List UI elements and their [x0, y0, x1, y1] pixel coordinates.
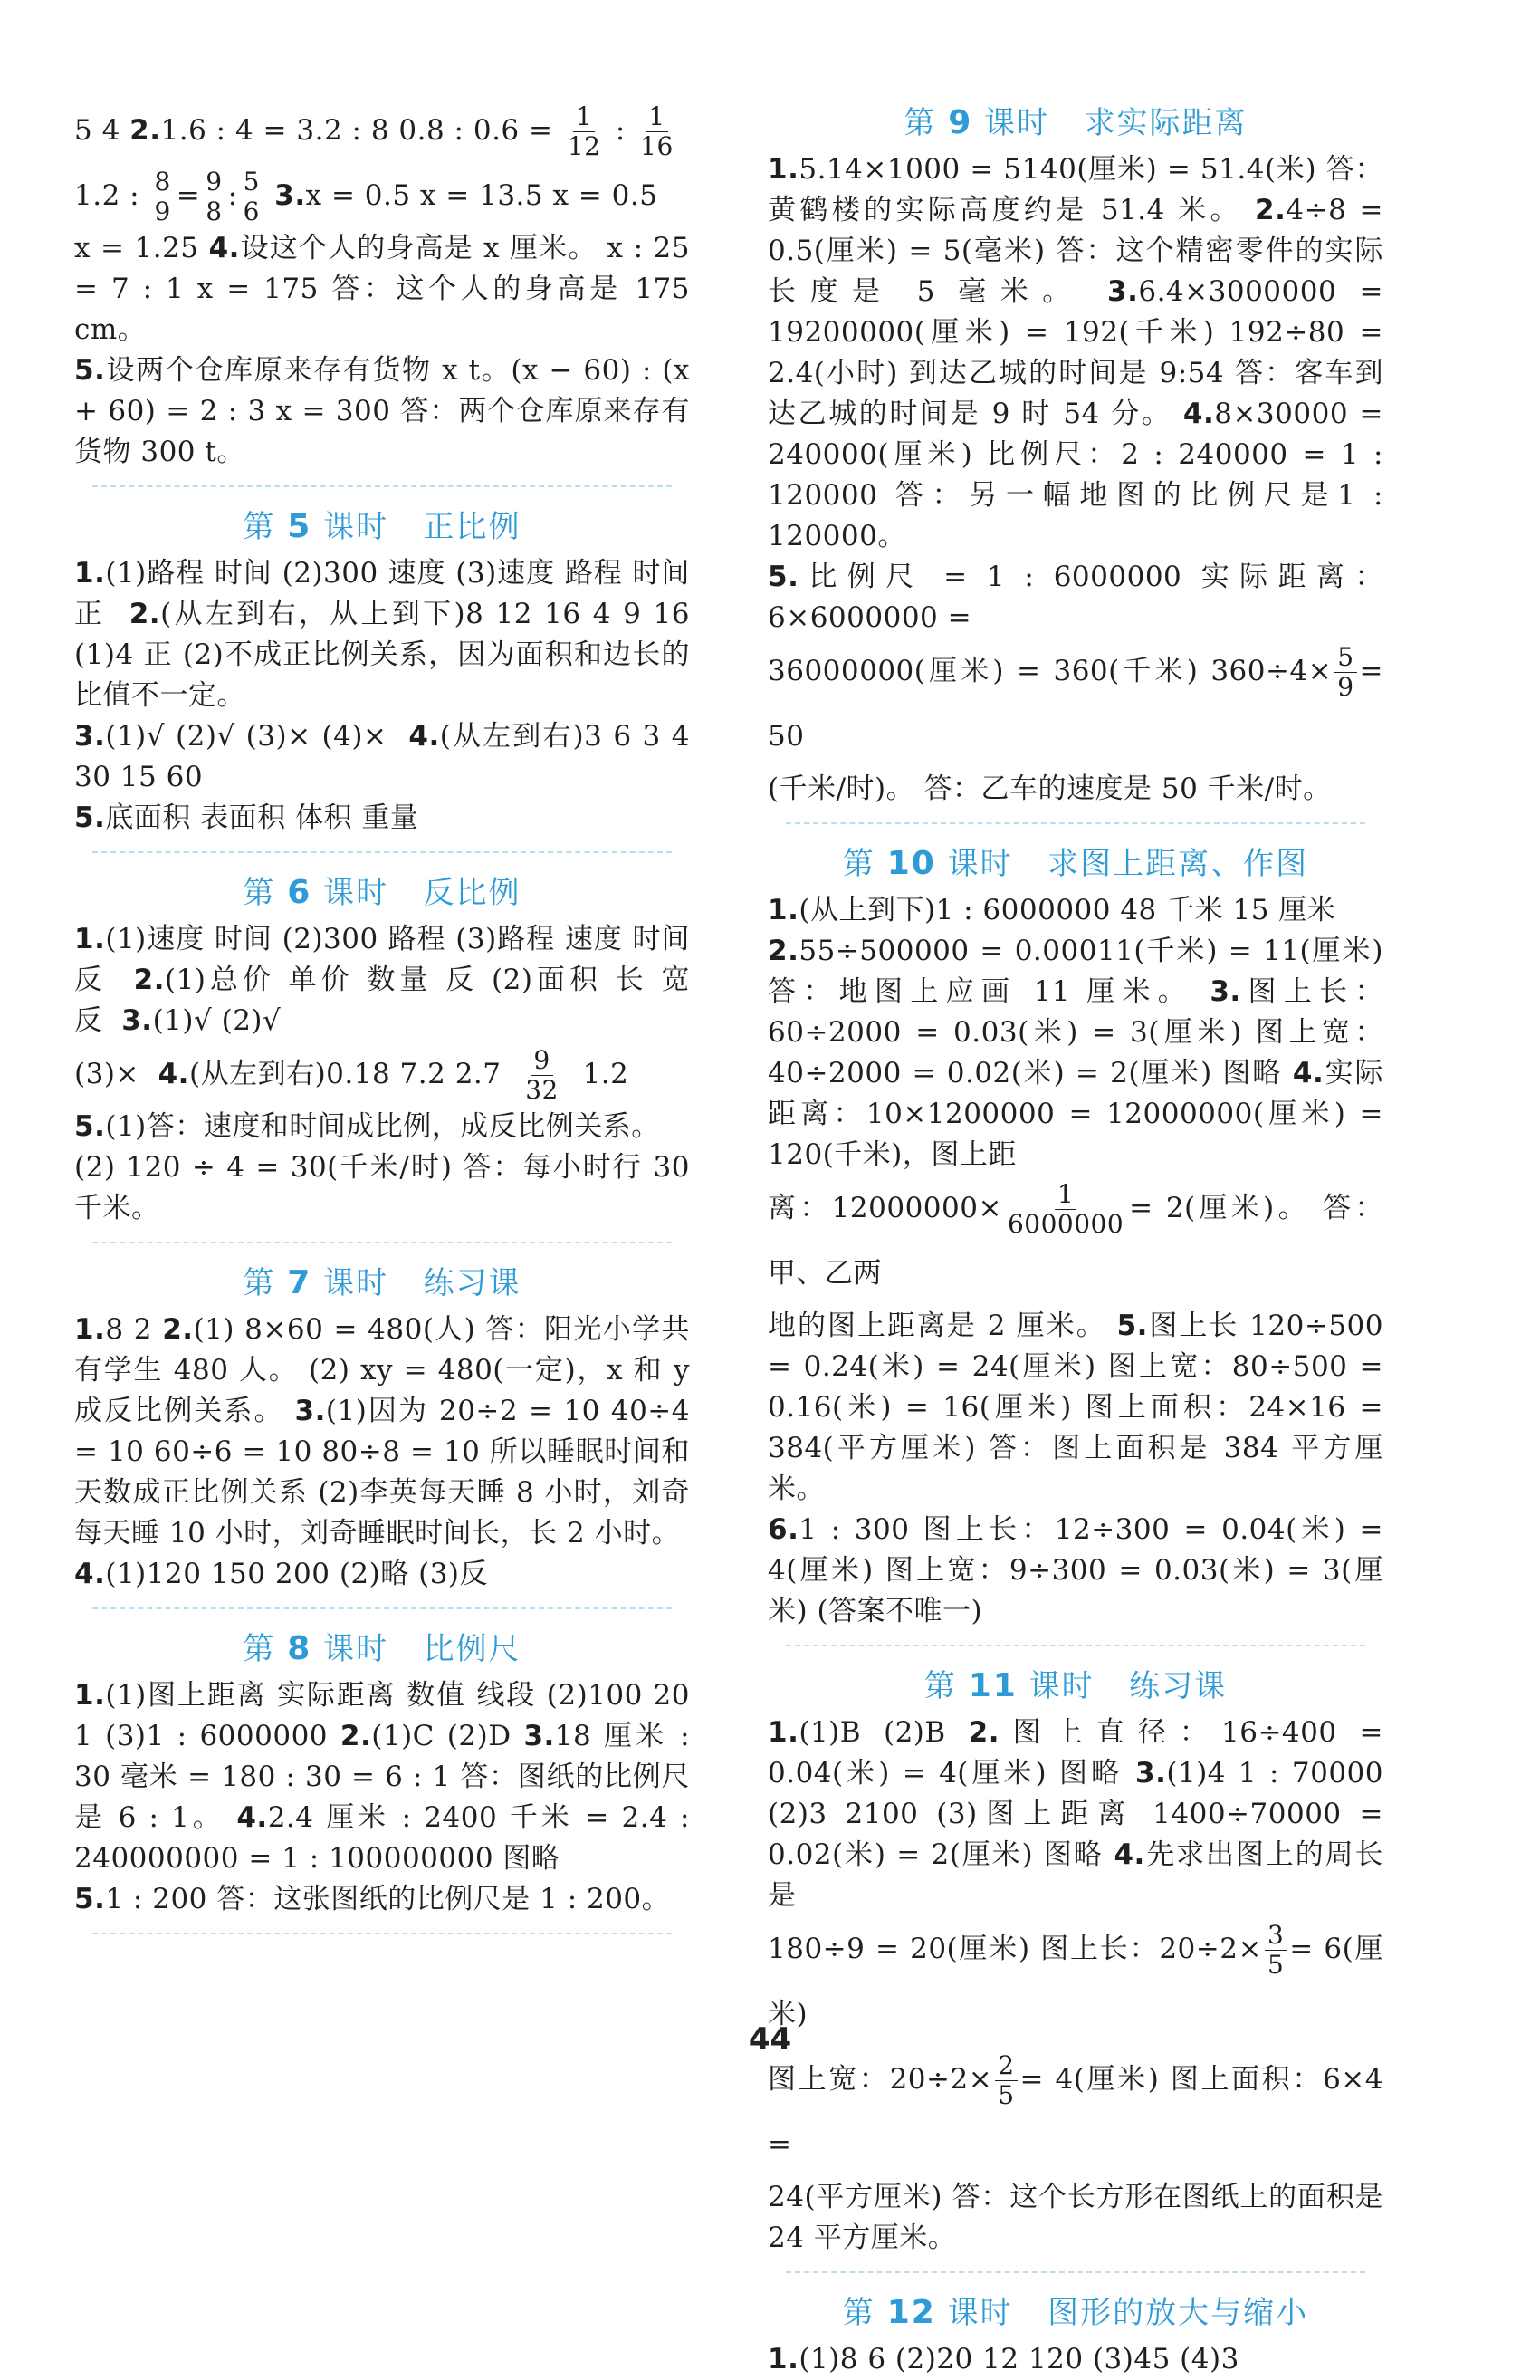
- answer-paragraph: 1.(从上到下)1 : 6000000 48 千米 15 厘米: [768, 894, 1336, 926]
- section-divider: [786, 822, 1365, 824]
- answer-paragraph: (2) 120 ÷ 4 = 30(千米/时) 答：每小时行 30 千米。: [74, 1151, 690, 1224]
- answer-line: 180÷9 = 20(厘米) 图上长：20÷2× $\frac{3}{5}$ = 6(厘米): [768, 1919, 1383, 2030]
- answer-paragraph: x = 1.25 4.设这个人的身高是 x 厘米。 x : 25 = 7 : 1 x = 175 答：这个人的身高是 175 cm。: [74, 232, 690, 346]
- question-number: 4.: [208, 232, 240, 264]
- section-title: 练习课: [1129, 1668, 1228, 1704]
- answer-line: 1.2 : $\frac{8}{9}$ = $\frac{9}{8}$ : $\frac{5}{6}$ 3.x = 0.5 x = 13.5 x = 0.5: [74, 166, 658, 226]
- fraction: $\frac{2}{5}$: [995, 2051, 1017, 2110]
- question-number: 3.: [274, 179, 306, 212]
- answer-paragraph: 1.5.14×1000 = 5140(厘米) = 51.4(米) 答：黄鹤楼的实际高度约是 51.4 米。 2.4÷8 = 0.5(厘米) = 5(毫米) 答：这个精密零件的实际长度是 5 毫米。 3.6.4×3000000 = 19200000(厘米) = 192(千米) 192÷80 = 2.4(小时) 到达乙城的时间是 9:54 答：客车到达乙城的时间是 9 时 54 分。 4.8×30000 = 240000(厘米) 比例尺：2 : 240000 = 1 : 120000 答：另一幅地图的比例尺是1 : 120000。: [768, 153, 1384, 552]
- fraction: $\frac{8}{9}$: [151, 168, 173, 226]
- answer-line: 离：12000000× $\frac{1}{6000000}$ = 2(厘米)。 答：甲、乙两: [768, 1178, 1383, 1290]
- answer-paragraph: 5.1 : 200 答：这张图纸的比例尺是 1 : 200。: [74, 1883, 671, 1915]
- section-divider: [92, 851, 672, 853]
- section-divider: [92, 1242, 672, 1243]
- answer-paragraph: 1.8 2 2.(1) 8×60 = 480(人) 答：阳光小学共有学生 480 人。 (2) xy = 480(一定)，x 和 y 成反比例关系。 3.(1)因为 20÷2 = 10 40÷4 = 10 60÷6 = 10 80÷8 = 10 所以睡眠时间和天数成正比例关系 (2)李英每天睡 8 小时，刘奇每天睡 10 小时，刘奇睡眠时间长，长 2 小时。: [74, 1313, 690, 1550]
- answer-paragraph: (千米/时)。 答：乙车的速度是 50 千米/时。: [768, 773, 1332, 805]
- section-divider: [92, 485, 672, 487]
- answer-paragraph: 1.(1)B (2)B 2.图上直径：16÷400 = 0.04(米) = 4(厘米) 图略 3.(1)4 1 : 70000 (2)3 2100 (3)图上距离 1400÷70000 = 0.02(米) = 2(厘米) 图略 4.先求出图上的周长是: [768, 1716, 1384, 1912]
- answer-paragraph: 24(平方厘米) 答：这个长方形在图纸上的面积是 24 平方厘米。: [768, 2181, 1383, 2254]
- answer-paragraph: 5.底面积 表面积 体积 重量: [74, 801, 419, 834]
- question-number: 5.: [74, 354, 106, 387]
- page-number: 44: [748, 2021, 792, 2058]
- fraction: $\frac{9}{8}$: [203, 168, 225, 226]
- answer-paragraph: 2.55÷500000 = 0.00011(千米) = 11(厘米) 答：地图上应画 11 厘米。 3.图上长：60÷2000 = 0.03(米) = 3(厘米) 图上宽：40÷2000 = 0.02(米) = 2(厘米) 图略 4.实际距离：10×1200000 = 12000000(厘米) = 120(千米)，图上距: [768, 935, 1384, 1171]
- answer-line: 5 4 2.1.6 : 4 = 3.2 : 8 0.8 : 0.6 = $\frac{1}{12}$ : $\frac{1}{16}$: [74, 98, 690, 163]
- answer-text: 5 4: [74, 114, 130, 147]
- answer-paragraph: 6.1 : 300 图上长：12÷300 = 0.04(米) = 4(厘米) 图上宽：9÷300 = 0.03(米) = 3(厘米) (答案不唯一): [768, 1513, 1383, 1627]
- answer-line: (3)× 4.(从左到右)0.18 7.2 2.7 $\frac{9}{32}$ 1.2: [74, 1044, 629, 1105]
- answer-paragraph: 1.(1)路程 时间 (2)300 速度 (3)速度 路程 时间 正 2.(从左到右，从上到下)8 12 16 4 9 16 (1)4 正 (2)不成正比例关系，因为面积和边长的比值不一定。: [74, 557, 691, 712]
- answer-paragraph: 4.(1)120 150 200 (2)略 (3)反: [74, 1558, 489, 1590]
- section-divider: [786, 1645, 1365, 1646]
- section-title: 反比例: [423, 875, 521, 911]
- section-heading: 第 6 课时 反比例: [243, 874, 521, 911]
- section-divider: [92, 1933, 672, 1934]
- section-heading: 第 8 课时 比例尺: [243, 1630, 521, 1667]
- answer-paragraph: 5.比例尺 = 1 : 6000000 实际距离：6×6000000 =: [768, 561, 1383, 634]
- answer-paragraph: 5.设两个仓库原来存有货物 x t。(x − 60) : (x + 60) = 2 : 3 x = 300 答：两个仓库原来存有货物 300 t。: [74, 354, 690, 468]
- answer-line: 图上宽：20÷2× $\frac{2}{5}$ = 4(厘米) 图上面积：6×4 =: [768, 2049, 1383, 2161]
- answer-paragraph: 1.(1)8 6 (2)20 12 120 (3)45 (4)3: [768, 2343, 1239, 2375]
- question-number: 2.: [129, 114, 161, 147]
- section-heading: 第 7 课时 练习课: [243, 1264, 521, 1301]
- section-title: 练习课: [423, 1265, 521, 1301]
- answer-paragraph: 1.(1)图上距离 实际距离 数值 线段 (2)100 20 1 (3)1 : 6000000 2.(1)C (2)D 3.18 厘米 : 30 毫米 = 180 : 30 = 6 : 1 答：图纸的比例尺是 6 : 1。 4.2.4 厘米 : 2400 千米 = 2.4 : 240000000 = 1 : 100000000 图略: [74, 1679, 691, 1875]
- fraction: $\frac{9}{32}$: [525, 1044, 559, 1105]
- fraction: $\frac{1}{6000000}$: [1007, 1178, 1124, 1239]
- section-heading: 第 5 课时 正比例: [243, 508, 521, 545]
- section-title: 比例尺: [423, 1631, 521, 1667]
- section-heading: 第 9 课时 求实际距离: [904, 104, 1248, 141]
- section-title: 图形的放大与缩小: [1047, 2295, 1309, 2331]
- answer-paragraph: 1.(1)速度 时间 (2)300 路程 (3)路程 速度 时间 反 2.(1)总价 单价 数量 反 (2)面积 长 宽 反 3.(1)√ (2)√: [74, 923, 691, 1037]
- fraction: $\frac{1}{12}$: [567, 101, 601, 161]
- section-divider: [92, 1607, 672, 1609]
- left-column: [74, 98, 690, 1940]
- section-title: 正比例: [423, 509, 521, 545]
- section-title: 求图上距离、作图: [1047, 846, 1309, 882]
- section-divider: [786, 2271, 1365, 2273]
- fraction: $\frac{1}{16}$: [640, 101, 674, 161]
- answer-paragraph: 3.(1)√ (2)√ (3)× (4)× 4.(从左到右)3 6 3 4 30 15 60: [74, 720, 690, 793]
- fraction: $\frac{3}{5}$: [1265, 1921, 1287, 1980]
- answer-text: 1.6 : 4 = 3.2 : 8 0.8 : 0.6 =: [160, 114, 553, 147]
- fraction: $\frac{5}{6}$: [241, 168, 263, 226]
- section-heading: 第 10 课时 求图上距离、作图: [842, 845, 1309, 882]
- section-heading: 第 11 课时 练习课: [923, 1667, 1228, 1704]
- section-title: 求实际距离: [1084, 105, 1248, 141]
- answer-line: 36000000(厘米) = 360(千米) 360÷4× $\frac{5}{9}$ = 50: [768, 641, 1383, 753]
- answer-paragraph: 5.(1)答：速度和时间成比例，成反比例关系。: [74, 1110, 660, 1143]
- answer-paragraph: 地的图上距离是 2 厘米。 5.图上长 120÷500 = 0.24(米) = 24(厘米) 图上宽：80÷500 = 0.16(米) = 16(厘米) 图上面积：24×16 = 384(平方厘米) 答：图上面积是 384 平方厘米。: [768, 1310, 1383, 1505]
- fraction: $\frac{5}{9}$: [1334, 643, 1356, 702]
- section-heading: 第 12 课时 图形的放大与缩小: [842, 2294, 1309, 2331]
